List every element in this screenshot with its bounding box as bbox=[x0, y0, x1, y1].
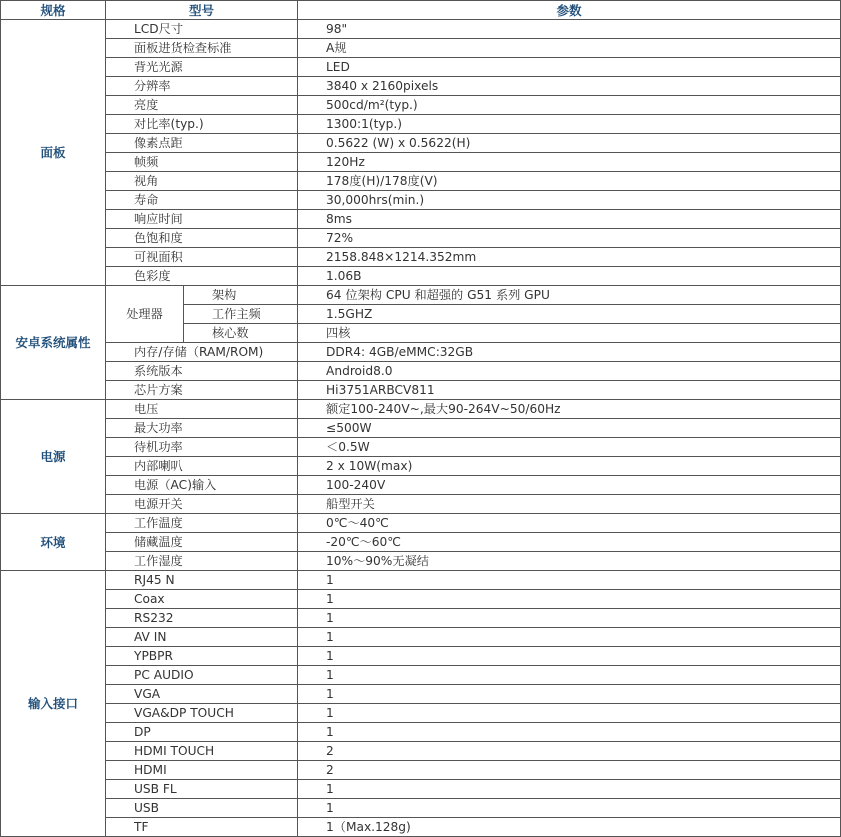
spec-name: 对比率(typ.) bbox=[106, 115, 298, 134]
spec-name: 响应时间 bbox=[106, 210, 298, 229]
table-row bbox=[1, 723, 841, 742]
table-row bbox=[1, 20, 841, 39]
spec-body bbox=[1, 20, 841, 837]
spec-value: 1 bbox=[298, 780, 841, 799]
table-row bbox=[1, 609, 841, 628]
table-row bbox=[1, 780, 841, 799]
spec-value: 0.5622 (W) x 0.5622(H) bbox=[298, 134, 841, 153]
spec-name: VGA bbox=[106, 685, 298, 704]
table-row bbox=[1, 628, 841, 647]
table-row bbox=[1, 343, 841, 362]
spec-name: RJ45 N bbox=[106, 571, 298, 590]
spec-name: HDMI bbox=[106, 761, 298, 780]
spec-name: YPBPR bbox=[106, 647, 298, 666]
spec-value: 64 位架构 CPU 和超强的 G51 系列 GPU bbox=[298, 286, 841, 305]
spec-value: 2 x 10W(max) bbox=[298, 457, 841, 476]
category-label: 环境 bbox=[1, 514, 106, 571]
spec-value: 四核 bbox=[298, 324, 841, 343]
table-row bbox=[1, 400, 841, 419]
category-label: 电源 bbox=[1, 400, 106, 514]
table-row bbox=[1, 590, 841, 609]
table-row bbox=[1, 134, 841, 153]
spec-name: RS232 bbox=[106, 609, 298, 628]
table-row bbox=[1, 533, 841, 552]
spec-value: 0℃～40℃ bbox=[298, 514, 841, 533]
spec-name: 帧频 bbox=[106, 153, 298, 172]
table-row bbox=[1, 666, 841, 685]
spec-name: 像素点距 bbox=[106, 134, 298, 153]
table-row bbox=[1, 457, 841, 476]
spec-value: ＜0.5W bbox=[298, 438, 841, 457]
table-row bbox=[1, 647, 841, 666]
spec-name: 电源开关 bbox=[106, 495, 298, 514]
spec-name: USB FL bbox=[106, 780, 298, 799]
spec-value: LED bbox=[298, 58, 841, 77]
spec-value: Android8.0 bbox=[298, 362, 841, 381]
spec-name: Coax bbox=[106, 590, 298, 609]
table-row bbox=[1, 381, 841, 400]
spec-name: 电源（AC)输入 bbox=[106, 476, 298, 495]
spec-name: TF bbox=[106, 818, 298, 837]
spec-value: 120Hz bbox=[298, 153, 841, 172]
spec-name: USB bbox=[106, 799, 298, 818]
spec-name: 工作温度 bbox=[106, 514, 298, 533]
table-row bbox=[1, 552, 841, 571]
category-label: 输入接口 bbox=[1, 571, 106, 837]
spec-name: 视角 bbox=[106, 172, 298, 191]
spec-value: 1 bbox=[298, 590, 841, 609]
spec-value: 10%～90%无凝结 bbox=[298, 552, 841, 571]
table-row bbox=[1, 58, 841, 77]
spec-value: Hi3751ARBCV811 bbox=[298, 381, 841, 400]
spec-value: 2 bbox=[298, 761, 841, 780]
spec-value: 1.5GHZ bbox=[298, 305, 841, 324]
spec-name: 系统版本 bbox=[106, 362, 298, 381]
table-row bbox=[1, 704, 841, 723]
spec-name: 色饱和度 bbox=[106, 229, 298, 248]
header-model: 型号 bbox=[106, 1, 298, 20]
table-row bbox=[1, 438, 841, 457]
spec-value: 1 bbox=[298, 685, 841, 704]
spec-name: 待机功率 bbox=[106, 438, 298, 457]
table-row bbox=[1, 799, 841, 818]
spec-name: LCD尺寸 bbox=[106, 20, 298, 39]
spec-name: 工作主频 bbox=[184, 305, 298, 324]
spec-name: 色彩度 bbox=[106, 267, 298, 286]
spec-value: -20℃～60℃ bbox=[298, 533, 841, 552]
spec-value: 100-240V bbox=[298, 476, 841, 495]
spec-name: 可视面积 bbox=[106, 248, 298, 267]
table-row bbox=[1, 742, 841, 761]
table-row bbox=[1, 571, 841, 590]
spec-value: 1 bbox=[298, 723, 841, 742]
table-row bbox=[1, 210, 841, 229]
spec-value: 1 bbox=[298, 609, 841, 628]
spec-value: DDR4: 4GB/eMMC:32GB bbox=[298, 343, 841, 362]
spec-name: AV IN bbox=[106, 628, 298, 647]
table-row bbox=[1, 153, 841, 172]
table-row bbox=[1, 761, 841, 780]
table-row bbox=[1, 495, 841, 514]
spec-name: 工作湿度 bbox=[106, 552, 298, 571]
spec-value: 1300:1(typ.) bbox=[298, 115, 841, 134]
spec-value: A规 bbox=[298, 39, 841, 58]
table-row bbox=[1, 362, 841, 381]
spec-name: 核心数 bbox=[184, 324, 298, 343]
table-row bbox=[1, 39, 841, 58]
spec-name: 芯片方案 bbox=[106, 381, 298, 400]
spec-name: DP bbox=[106, 723, 298, 742]
spec-value: 1 bbox=[298, 799, 841, 818]
table-row bbox=[1, 267, 841, 286]
spec-value: 2 bbox=[298, 742, 841, 761]
group-label: 处理器 bbox=[106, 286, 184, 343]
spec-name: 面板进货检查标准 bbox=[106, 39, 298, 58]
spec-value: 3840 x 2160pixels bbox=[298, 77, 841, 96]
spec-value: 72% bbox=[298, 229, 841, 248]
spec-value: 1（Max.128g) bbox=[298, 818, 841, 837]
spec-name: 亮度 bbox=[106, 96, 298, 115]
table-row bbox=[1, 172, 841, 191]
table-row bbox=[1, 476, 841, 495]
table-row bbox=[1, 419, 841, 438]
spec-name: HDMI TOUCH bbox=[106, 742, 298, 761]
table-row bbox=[1, 115, 841, 134]
spec-name: 背光光源 bbox=[106, 58, 298, 77]
category-label: 面板 bbox=[1, 20, 106, 286]
spec-name: 电压 bbox=[106, 400, 298, 419]
spec-name: VGA&DP TOUCH bbox=[106, 704, 298, 723]
spec-value: 8ms bbox=[298, 210, 841, 229]
spec-value: 178度(H)/178度(V) bbox=[298, 172, 841, 191]
category-label: 安卓系统属性 bbox=[1, 286, 106, 400]
header-param: 参数 bbox=[298, 1, 841, 20]
spec-value: 1 bbox=[298, 666, 841, 685]
spec-value: 1 bbox=[298, 647, 841, 666]
spec-value: 500cd/m²(typ.) bbox=[298, 96, 841, 115]
spec-name: PC AUDIO bbox=[106, 666, 298, 685]
spec-value: 1.06B bbox=[298, 267, 841, 286]
table-row bbox=[1, 229, 841, 248]
spec-name: 储藏温度 bbox=[106, 533, 298, 552]
spec-value: 30,000hrs(min.) bbox=[298, 191, 841, 210]
table-row bbox=[1, 191, 841, 210]
table-row bbox=[1, 248, 841, 267]
spec-value: 1 bbox=[298, 628, 841, 647]
spec-value: 2158.848×1214.352mm bbox=[298, 248, 841, 267]
spec-value: 船型开关 bbox=[298, 495, 841, 514]
spec-value: 额定100-240V~,最大90-264V~50/60Hz bbox=[298, 400, 841, 419]
table-row bbox=[1, 818, 841, 837]
table-row bbox=[1, 286, 841, 305]
spec-value: 1 bbox=[298, 571, 841, 590]
spec-name: 分辨率 bbox=[106, 77, 298, 96]
header-row bbox=[1, 1, 841, 20]
spec-value: 98" bbox=[298, 20, 841, 39]
table-row bbox=[1, 96, 841, 115]
spec-name: 内存/存储（RAM/ROM) bbox=[106, 343, 298, 362]
spec-name: 架构 bbox=[184, 286, 298, 305]
spec-name: 寿命 bbox=[106, 191, 298, 210]
spec-value: ≤500W bbox=[298, 419, 841, 438]
spec-value: 1 bbox=[298, 704, 841, 723]
table-row bbox=[1, 685, 841, 704]
spec-name: 最大功率 bbox=[106, 419, 298, 438]
table-row bbox=[1, 514, 841, 533]
table-row bbox=[1, 77, 841, 96]
spec-name: 内部喇叭 bbox=[106, 457, 298, 476]
header-category: 规格 bbox=[1, 1, 106, 20]
